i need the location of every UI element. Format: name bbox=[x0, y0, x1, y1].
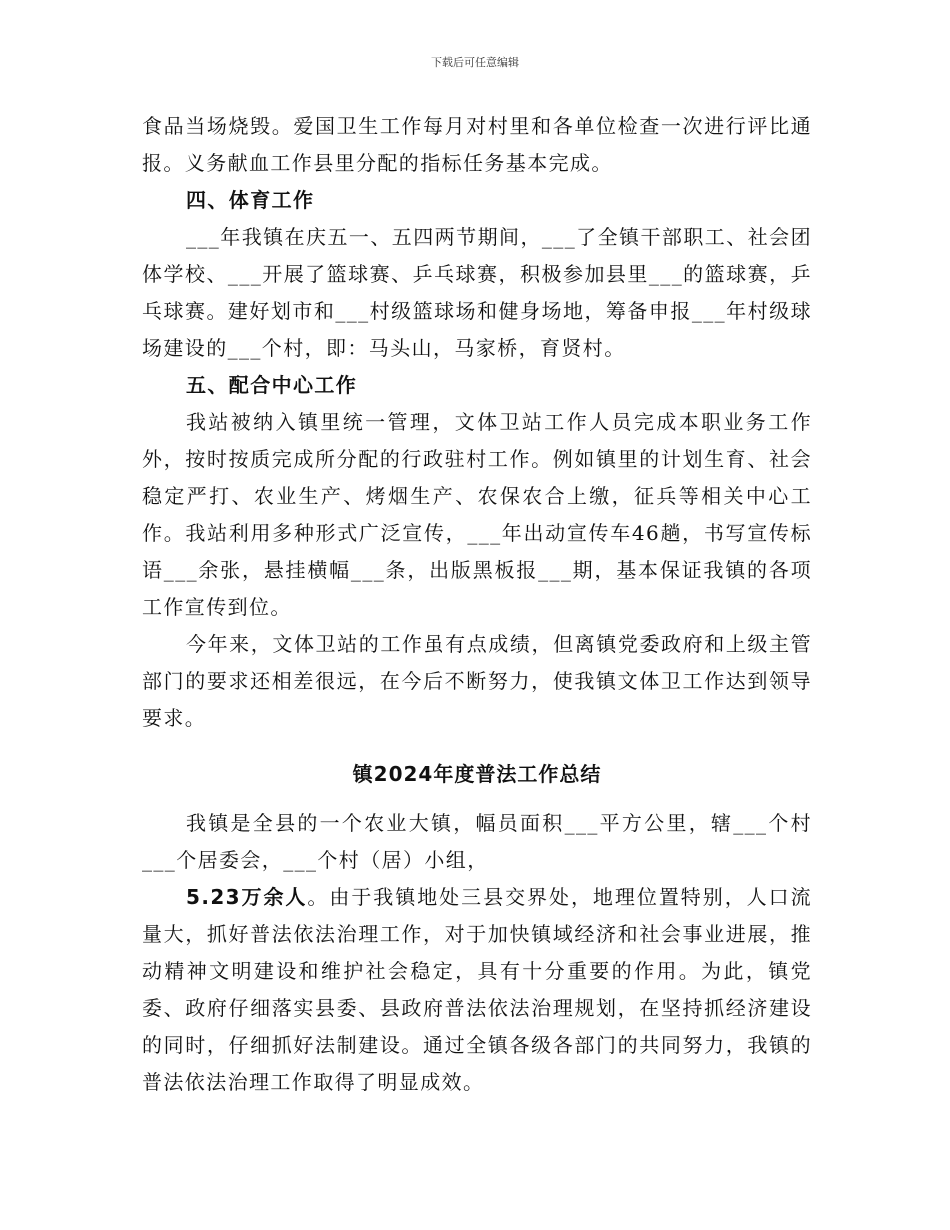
page-header: 下载后可任意编辑 bbox=[431, 56, 519, 69]
paragraph-sports: ___年我镇在庆五一、五四两节期间，___了全镇干部职工、社会团体学校、___开展了篮球赛、乒乓球赛，积极参加县里___的篮球赛，乒乓球赛。建好划市和___村级篮球场和健身场地，筹备申报___年村级球场建设的___个村，即：马头山，马家桥，育贤村。 bbox=[142, 225, 812, 360]
section-heading-sports: 四、体育工作 bbox=[186, 188, 315, 212]
document-title: 镇2024年度普法工作总结 bbox=[352, 762, 602, 786]
population-figure: 5.23万余人 bbox=[186, 885, 308, 909]
section-heading-central-work: 五、配合中心工作 bbox=[186, 373, 358, 397]
paragraph-conclusion: 今年来，文体卫站的工作虽有点成绩，但离镇党委政府和上级主管部门的要求还相差很远，在今后不断努力，使我镇文体卫工作达到领导要求。 bbox=[142, 632, 812, 730]
paragraph-population-text: 。由于我镇地处三县交界处，地理位置特别，人口流量大，抓好普法依法治理工作，对于加快镇域经济和社会事业进展，推动精神文明建设和维护社会稳定，具有十分重要的作用。为此，镇党委、政府仔细落实县委、县政府普法依法治理规划，在坚持抓经济建设的同时，仔细抓好法制建设。通过全镇各级各部门的共同努力，我镇的普法依法治理工作取得了明显成效。 bbox=[142, 885, 812, 1094]
paragraph-central-work: 我站被纳入镇里统一管理，文体卫站工作人员完成本职业务工作外，按时按质完成所分配的行政驻村工作。例如镇里的计划生育、社会稳定严打、农业生产、烤烟生产、农保农合上缴，征兵等相关中心工作。我站利用多种形式广泛宣传，___年出动宣传车46趟，书写宣传标语___余张，悬挂横幅___条，出版黑板报___期，基本保证我镇的各项工作宣传到位。 bbox=[142, 410, 812, 619]
paragraph-hygiene-continued: 食品当场烧毁。爱国卫生工作每月对村里和各单位检查一次进行评比通报。义务献血工作县里分配的指标任务基本完成。 bbox=[142, 114, 812, 175]
paragraph-population bbox=[142, 879, 812, 1101]
paragraph-town-overview: 我镇是全县的一个农业大镇，幅员面积___平方公里，辖___个村___个居委会，___个村（居）小组， bbox=[142, 811, 812, 872]
document-body bbox=[142, 108, 812, 1101]
